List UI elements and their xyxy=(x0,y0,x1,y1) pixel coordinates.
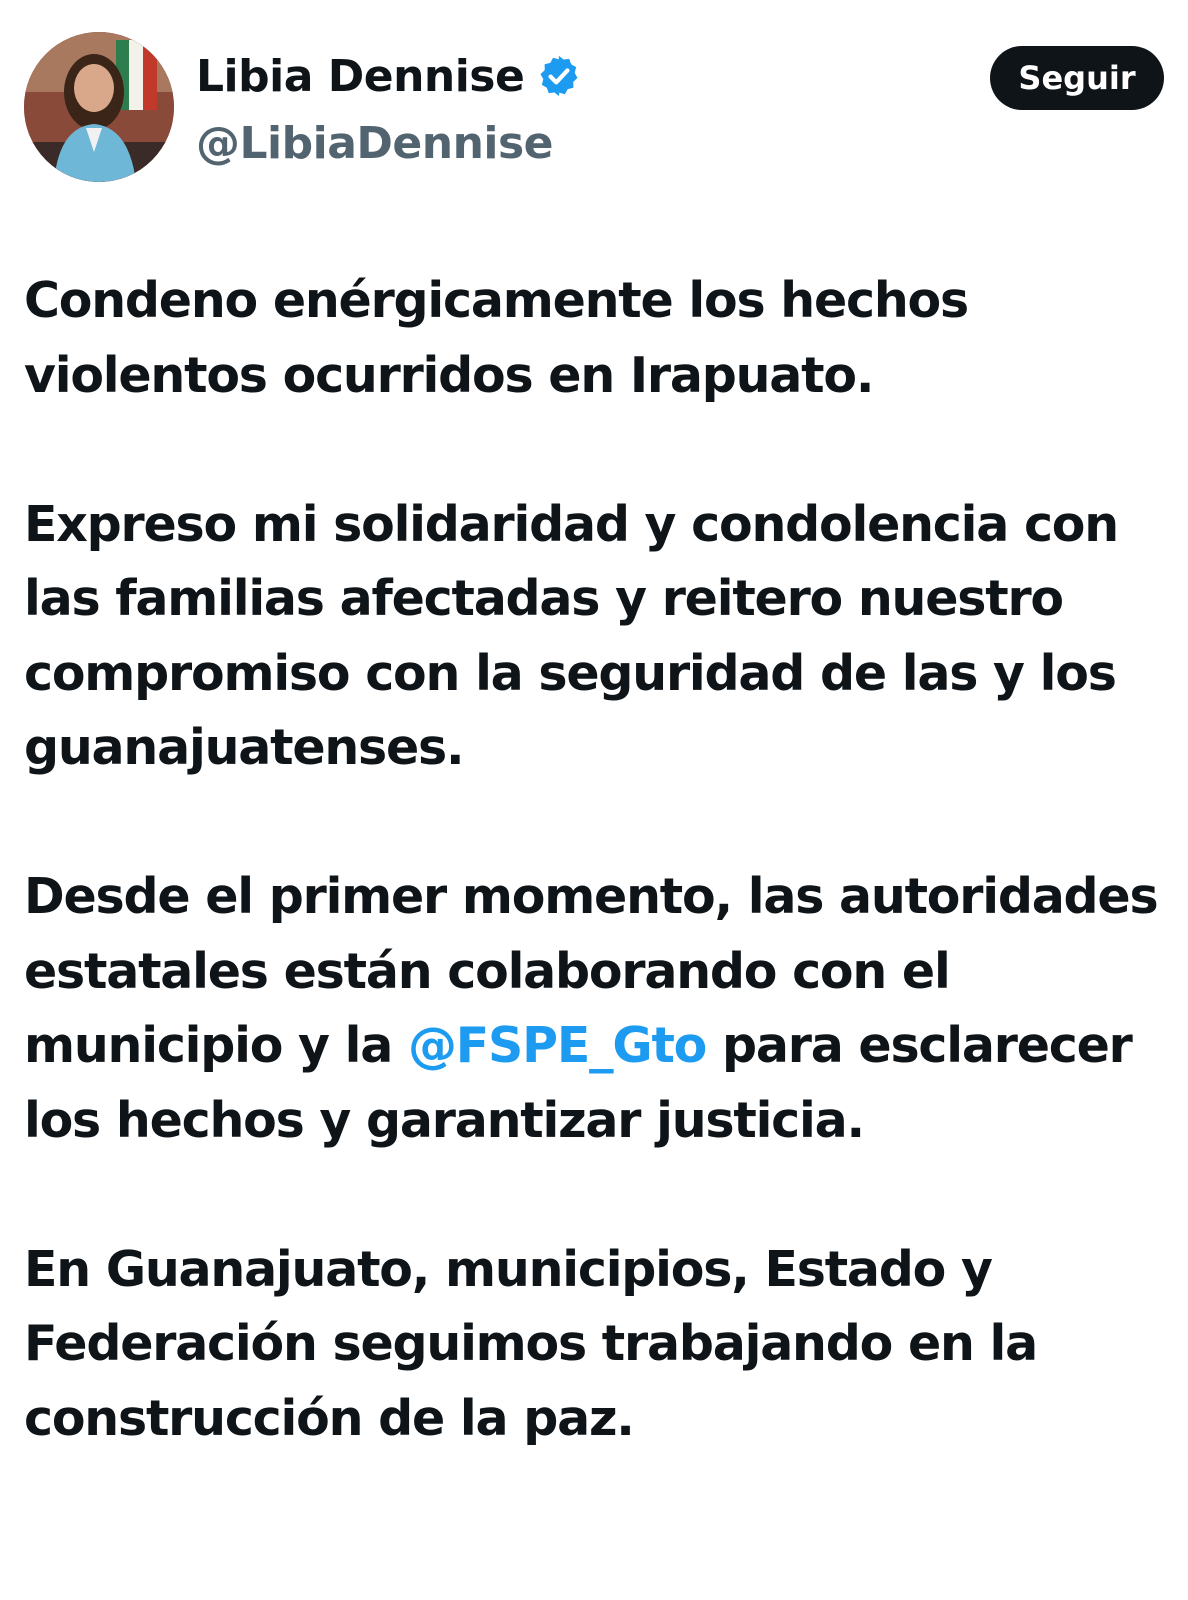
follow-button[interactable]: Seguir xyxy=(990,46,1164,110)
tweet-text xyxy=(24,264,1164,1456)
avatar[interactable] xyxy=(24,32,174,182)
author-info xyxy=(196,46,582,169)
tweet-paragraph-3-start: Desde el primer momento, las autoridades estatales están colaborando con el municipio y la xyxy=(24,868,1158,1074)
tweet-paragraph-2: Expreso mi solidaridad y condolencia con las familias afectadas y reitero nuestro compromiso con la seguridad de las y los guanajuatenses. xyxy=(24,495,1118,776)
avatar-photo xyxy=(24,32,174,182)
tweet-paragraph-1: Condeno enérgicamente los hechos violentos ocurridos en Irapuato. xyxy=(24,272,968,404)
display-name[interactable]: Libia Dennise xyxy=(196,50,525,102)
mention-link-fspe-gto[interactable]: @FSPE_Gto xyxy=(407,1017,707,1074)
tweet-header xyxy=(24,32,1164,182)
tweet-paragraph-3 xyxy=(24,860,1164,1158)
author-handle[interactable]: @LibiaDennise xyxy=(196,118,554,169)
tweet-paragraph-4: En Guanajuato, municipios, Estado y Federación seguimos trabajando en la construcción de la paz. xyxy=(24,1240,1037,1447)
display-name-row xyxy=(196,46,582,106)
tweet-paragraph-3-end: para esclarecer los hechos y garantizar justicia. xyxy=(24,1017,1132,1149)
verified-badge-icon[interactable] xyxy=(536,53,582,99)
